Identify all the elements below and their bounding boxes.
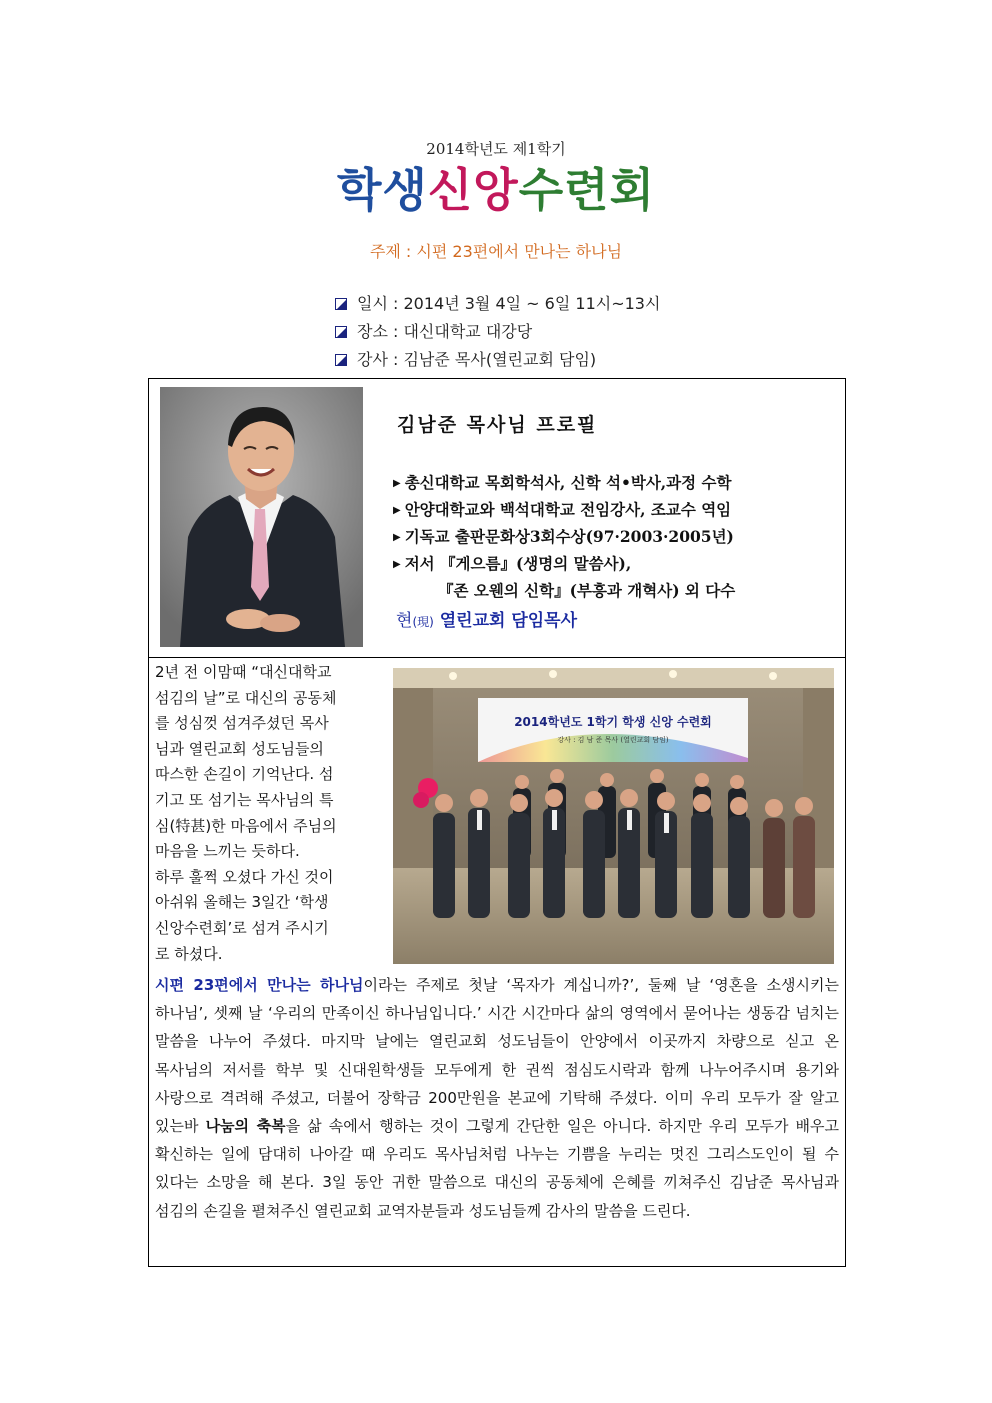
profile-item-continuation: 『존 오웬의 신학』(부흥과 개혁사) 외 다수 [438,581,736,600]
checkbox-bullet-icon [335,326,347,338]
profile-item-text: 기독교 출판문화상3회수상(97·2003·2005년) [404,527,734,546]
body-highlight: 시편 23편에서 만나는 하나님 [155,976,364,994]
info-date-text: 일시 : 2014년 3월 4일 ~ 6일 11시~13시 [357,294,661,313]
profile-item-text: 저서 『게으름』(생명의 말씀사), [404,554,632,573]
side-line: 심(特甚)한 마음에서 주님의 [155,816,337,835]
checkbox-bullet-icon [335,298,347,310]
triangle-bullet-icon: ▶ [393,559,401,570]
event-title-part-2: 신앙 [427,163,519,217]
side-line: 아쉬워 올해는 3일간 ‘학생 [155,893,329,912]
group-photo [393,668,834,964]
banner-speaker: 강사 : 김 남 준 목사 (열린교회 담임) [557,736,669,744]
checkbox-bullet-icon [335,354,347,366]
profile-item [393,551,833,578]
event-title-part-3: 수련회 [518,163,656,217]
banner-title: 2014학년도 1학기 학생 신앙 수련회 [514,715,712,729]
side-line: 마음을 느끼는 듯하다. [155,842,300,861]
triangle-bullet-icon: ▶ [393,478,401,489]
profile-item [393,470,833,497]
speaker-portrait [160,387,363,647]
side-line: 를 성심껏 섬겨주셨던 목사 [155,714,329,733]
body-bold: 나눔의 축복 [205,1117,286,1136]
current-role-prefix: 현 [396,611,413,631]
current-role-text: 열린교회 담임목사 [433,611,578,631]
info-speaker-text: 강사 : 김남준 목사(열린교회 담임) [357,350,597,369]
info-place-text: 장소 : 대신대학교 대강당 [357,322,533,341]
event-title-part-1: 학생 [336,163,428,217]
side-line: 로 하셨다. [155,944,223,963]
info-list [335,290,755,374]
article-side-text [155,660,371,967]
side-line: 2년 전 이맘때 “대신대학교 [155,663,332,681]
semester-label: 2014학년도 제1학기 [426,140,566,158]
info-date [335,290,755,318]
side-line: 하루 훌쩍 오셨다 가신 것이 [155,867,334,886]
info-place [335,318,755,346]
current-role-hanja: (現) [412,615,434,629]
profile-item-text: 총신대학교 목회학석사, 신학 석•박사,과정 수학 [404,473,732,492]
profile-list [393,470,833,604]
side-line: 님과 열린교회 성도님들의 [155,739,324,758]
profile-item-text: 안양대학교와 백석대학교 전임강사, 조교수 역임 [404,500,732,519]
current-role [396,606,577,631]
triangle-bullet-icon: ▶ [393,532,401,543]
profile-title: 김남준 목사님 프로필 [397,414,598,436]
side-line: 기고 또 섬기는 목사님의 특 [155,790,334,809]
profile-item [393,524,833,551]
side-line: 섬김의 날”로 대신의 공동체 [155,688,337,707]
side-line: 따스한 손길이 기억난다. 섬 [155,765,334,784]
body-part-2: 을 삶 속에서 행하는 것이 그렇게 간단한 일은 아니다. 하지만 우리 모두가 배우고 확신하는 일에 담대히 나아갈 때 우리도 목사님처럼 나누는 기쁨을 누리는 멋진 그리스도인이 될 수 있다는 소망을 해 본다. 3일 동안 귀한 말씀으로 대신의 공동체에 은혜를 끼쳐주신 김남준 목사님과 섬김의 손길을 펼쳐주신 열린교회 교역자분들과 성도님들께 감사의 말씀을 드린다. [155,1117,839,1220]
event-title [0,160,992,220]
side-line: 신앙수련회’로 섬겨 주시기 [155,918,329,937]
body-part-1: 이라는 주제로 첫날 ‘목자가 계십니까?’, 둘째 날 ‘영혼을 소생시키는 하나님’, 셋째 날 ‘우리의 만족이신 하나님입니다.’ 시간 시간마다 삶의 영역에서 묻어나는 생동감 넘치는 말씀을 나누어 주셨다. 마지막 날에는 열린교회 성도님들이 안양에서 이곳까지 차량으로 싣고 온 목사님의 저서를 학부 및 신대원학생들 모두에게 한 권씩 점심도시락과 함께 나누어주시며 용기와 사랑으로 격려해 주셨고, 더불어 장학금 200만원을 본교에 기탁해 주셨다. 이미 우리 모두가 잘 알고 있는바 [155,976,839,1136]
triangle-bullet-icon: ▶ [393,505,401,516]
info-speaker [335,346,755,374]
box-divider [148,657,846,658]
profile-item [393,497,833,524]
theme-line: 주제 : 시편 23편에서 만나는 하나님 [369,242,623,261]
article-body [155,971,839,1225]
